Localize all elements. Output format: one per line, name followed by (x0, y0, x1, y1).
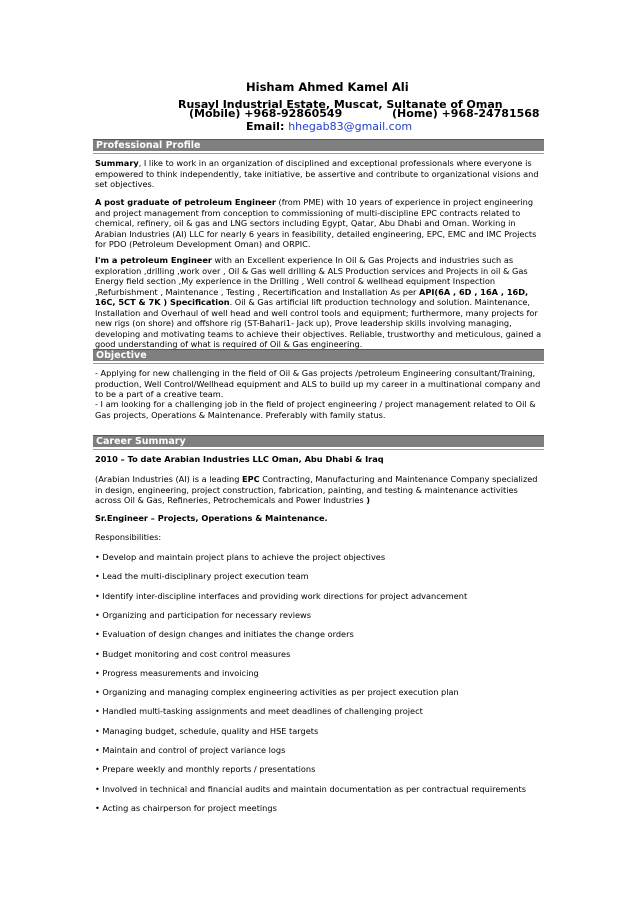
list-item: • Organizing and participation for necessary reviews (95, 609, 312, 620)
summary-label: Summary (95, 158, 139, 168)
email-line (246, 120, 412, 133)
company-epc: EPC (242, 474, 260, 484)
list-item: • Lead the multi-disciplinary project execution team (95, 571, 309, 582)
role-title: Sr.Engineer – Projects, Operations & Maintenance. (95, 513, 328, 523)
company-description (95, 474, 543, 506)
list-item: • Prepare weekly and monthly reports / presentations (95, 764, 316, 775)
list-item: • Organizing and managing complex engineering activities as per project execution plan (95, 687, 459, 698)
section-career-summary: Career Summary (93, 435, 544, 447)
profile-summary (95, 158, 543, 190)
list-item: • Develop and maintain project plans to achieve the project objectives (95, 552, 386, 562)
company-pre: (Arabian Industries (AI) is a leading (95, 474, 243, 484)
email-link[interactable]: hhegab83@gmail.com (288, 120, 413, 133)
objective-line-1: - Applying for new challenging in the field of Oil & Gas projects /petroleum Engineering consultant/Training, production, Well Control/Wellhead equipment and ALS to build up my career in a multinational company and to be a part of a creative team. (95, 368, 541, 399)
pe-label: I'm a petroleum Engineer (95, 255, 212, 265)
phone-line: (Mobile) +968-92860549 (Home) +968-24781568 (189, 107, 540, 120)
graduate-text: (from PME) with 10 years of experience in project engineering and project management from conception to commissioning of multi-discipline EPC contracts related to chemical, refinery, oil & gas and LNG sectors including Egypt, Qatar, Abu Dhabi and Oman. Working in Arabian Industries (AI) LLC for nearly 6 years in feasibility, detailed engineering, EPC, EMC and IMC Projects for PDO (Petroleum Development Oman) and ORPIC. (95, 197, 537, 249)
graduate-label: A post graduate of petroleum Engineer (95, 197, 276, 207)
pe-api-spec: API(6A , 6D , 16A , 16D, 16C, 5CT & 7K ) Specification (95, 286, 529, 307)
list-item: • Involved in technical and financial audits and maintain documentation as per contractual requirements (95, 783, 527, 794)
section-objective: Objective (93, 349, 544, 361)
list-item: • Identify inter-discipline interfaces and providing work directions for project advancement (95, 590, 468, 601)
career-period: 2010 – To date Arabian Industries LLC Oman, Abu Dhabi & Iraq (95, 454, 384, 464)
responsibilities-label: Responsibilities: (95, 532, 162, 542)
list-item: • Progress measurements and invoicing (95, 667, 259, 678)
profile-petroleum-engineer (95, 255, 543, 350)
list-item: • Handled multi-tasking assignments and meet deadlines of challenging project (95, 706, 423, 717)
address-line: Rusayl Industrial Estate, Muscat, Sultanate of Oman (178, 98, 503, 111)
objective-line-2: - I am looking for a challenging job in the field of project engineering / project management related to Oil & Gas projects, Operations & Maintenance. Preferably with family status. (95, 399, 536, 420)
list-item: • Acting as chairperson for project meetings (95, 802, 277, 813)
section-professional-profile: Professional Profile (93, 139, 544, 151)
list-item: • Budget monitoring and cost control measures (95, 648, 291, 659)
pe-text-1: with an Excellent experience In Oil & Gas Projects and industries such as exploration ,drilling ,work over , Oil & Gas well drilling & ALS Production services and Projects in oil & Gas Energy field section ,My experience in the Drilling , Well control & wellhead equipment Inspection ,Refurbishment , Maintenance , Testing , Recertification and Installation As per (95, 255, 528, 297)
company-post: Contracting, Manufacturing and Maintenance Company specialized in design, engineering, project construction, fabrication, painting, and testing & maintenance activities across Oil & Gas, Refineries, Petrochemicals and Power Industries (95, 474, 538, 505)
summary-text: , I like to work in an organization of disciplined and exceptional professionals where everyone is empowered to think independently, take initiative, be assertive and contribute to organizational visions and set objectives. (95, 158, 539, 189)
company-close: ) (366, 495, 371, 505)
pe-text-2: . Oil & Gas artificial lift production technology and solution. Maintenance, Installation and Overhaul of well head and well control tools and equipment; furthermore, many projects for new rigs (on shore) and offshore rig (ST-Bahari1- Jack up), Prove leadership skills involving managing, developing and motivating teams to achieve their objectives. Reliable, trustworthy and meticulous, gained a good understanding of what is required of Oil & Gas engineering. (95, 297, 542, 349)
list-item: • Managing budget, schedule, quality and HSE targets (95, 725, 319, 736)
profile-graduate (95, 197, 543, 250)
email-label: Email: (246, 120, 285, 133)
candidate-name: Hisham Ahmed Kamel Ali (246, 80, 409, 94)
list-item: • Evaluation of design changes and initiates the change orders (95, 629, 354, 640)
list-item: • Maintain and control of project variance logs (95, 745, 286, 755)
